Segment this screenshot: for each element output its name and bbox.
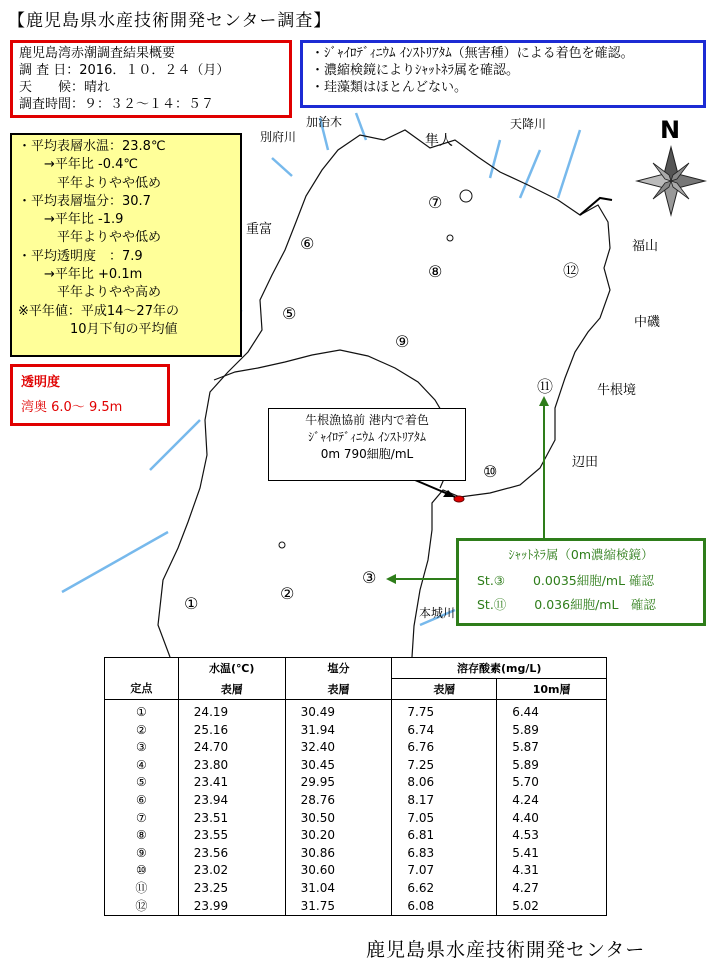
map-station-8: ⑧ [428, 262, 443, 281]
cell-value: 8.06 [392, 774, 497, 792]
table-row [105, 792, 607, 810]
table-row [105, 722, 607, 740]
cell-value: 30.20 [285, 827, 392, 845]
coloration-callout [268, 408, 466, 481]
table-row [105, 880, 607, 898]
cell-value: 25.16 [178, 722, 285, 740]
place-fukuyama: 福山 [632, 239, 659, 254]
place-betsufu: 別府川 [260, 130, 297, 144]
chattonella-value: 0.0035細胞/mL 確認 [532, 573, 655, 588]
finding-item: ・濃縮検鏡によりｼｬｯﾄﾈﾗ属を確認。 [311, 63, 520, 78]
map-station-1: ① [184, 594, 199, 613]
cell-value: 32.40 [285, 739, 392, 757]
map-station-5: ⑤ [282, 304, 297, 323]
header-temp-surface: 表層 [178, 679, 285, 700]
river-fukuyama [558, 130, 580, 198]
table-body [105, 700, 607, 916]
table-row [105, 845, 607, 863]
cell-value: 4.27 [497, 880, 607, 898]
coloration-marker [454, 496, 464, 502]
cell-value: 30.50 [285, 810, 392, 828]
cell-value: 23.25 [178, 880, 285, 898]
summary-box [10, 40, 292, 118]
river-tenkou [490, 140, 500, 178]
place-hayato: 隼人 [425, 133, 453, 149]
table-row [105, 862, 607, 880]
weather: 天 候：晴れ [19, 80, 111, 95]
place-naka: 中磯 [634, 315, 661, 330]
cell-value: 4.40 [497, 810, 607, 828]
compass-icon [637, 147, 705, 215]
cell-station: ⑨ [105, 845, 179, 863]
map-station-3: ③ [362, 568, 377, 587]
river-west-2 [62, 532, 168, 592]
stats-line: →平年比 -1.9 [18, 212, 124, 228]
table-row [105, 700, 607, 722]
callout-line: 0m 790細胞/mL [320, 447, 414, 461]
table-row [105, 757, 607, 775]
cell-station: ⑦ [105, 810, 179, 828]
stats-line: 平年よりやや低め [18, 175, 162, 191]
cell-value: 30.45 [285, 757, 392, 775]
header-do-surface: 表層 [392, 679, 497, 700]
cell-value: 6.83 [392, 845, 497, 863]
map-station-10: ⑩ [483, 462, 498, 481]
header-temp: 水温(℃) [178, 658, 285, 679]
cell-value: 6.08 [392, 898, 497, 916]
cell-value: 7.75 [392, 700, 497, 722]
river-betsufu [272, 158, 292, 176]
stats-line: ・平均透明度 ：7.9 [18, 248, 143, 264]
footer-org: 鹿児島県水産技術開発センター [366, 939, 646, 961]
map-station-2: ② [280, 584, 295, 603]
cell-value: 5.02 [497, 898, 607, 916]
page-title: 【鹿児島県水産技術開発センター調査】 [8, 11, 332, 31]
stats-box [10, 133, 242, 357]
cell-value: 5.87 [497, 739, 607, 757]
chattonella-heading: ｼｬｯﾄﾈﾗ属（0m濃縮検鏡） [508, 547, 654, 562]
stats-line: ・平均表層水温：23.8℃ [18, 139, 166, 154]
cell-value: 6.62 [392, 880, 497, 898]
finding-item: ・珪藻類はほとんどない。 [311, 80, 468, 95]
cell-value: 30.86 [285, 845, 392, 863]
header-salt-surface: 表層 [285, 679, 392, 700]
stats-line: ・平均表層塩分：30.7 [18, 193, 151, 209]
chattonella-station: St.③ [477, 573, 506, 588]
cell-station: ⑫ [105, 898, 179, 916]
place-hongou: 本城川 [419, 606, 456, 620]
header-do: 溶存酸素(mg/L) [392, 658, 607, 679]
cell-value: 7.25 [392, 757, 497, 775]
findings-box [300, 40, 706, 108]
cell-value: 23.51 [178, 810, 285, 828]
table-row [105, 774, 607, 792]
cell-value: 24.19 [178, 700, 285, 722]
cell-value: 6.81 [392, 827, 497, 845]
cell-station: ① [105, 700, 179, 722]
finding-item: ・ｼﾞｬｲﾛﾃﾞｨﾆｳﾑ ｲﾝｽﾄﾘｱﾀﾑ（無害種）による着色を確認。 [311, 46, 634, 61]
cell-station: ③ [105, 739, 179, 757]
chattonella-row [477, 595, 697, 613]
cell-value: 23.80 [178, 757, 285, 775]
table-row [105, 810, 607, 828]
cell-value: 23.02 [178, 862, 285, 880]
table-row [105, 739, 607, 757]
cell-value: 28.76 [285, 792, 392, 810]
summary-heading: 鹿児島湾赤潮調査結果概要 [19, 46, 176, 61]
arrow-st11-head [539, 396, 549, 406]
arrow-st3-head [386, 574, 396, 584]
stats-line: ※平年値：平成14〜27年の [18, 303, 179, 319]
cell-value: 4.31 [497, 862, 607, 880]
cell-station: ⑤ [105, 774, 179, 792]
island [460, 190, 472, 202]
cell-station: ⑥ [105, 792, 179, 810]
survey-time: 調査時間：９：３２〜１４：５７ [19, 97, 215, 112]
map-station-11: ⑪ [537, 377, 554, 396]
place-shigetomi: 重富 [246, 222, 273, 237]
stats-line: 平年よりやや高め [18, 285, 162, 301]
cell-value: 5.89 [497, 757, 607, 775]
island [279, 542, 285, 548]
cell-value: 5.89 [497, 722, 607, 740]
cell-value: 31.04 [285, 880, 392, 898]
data-table [104, 657, 607, 916]
cell-station: ⑧ [105, 827, 179, 845]
cell-value: 30.60 [285, 862, 392, 880]
cell-station: ④ [105, 757, 179, 775]
cell-value: 6.74 [392, 722, 497, 740]
header-salt: 塩分 [285, 658, 392, 679]
place-kajiki: 加治木 [306, 115, 343, 129]
cell-value: 23.94 [178, 792, 285, 810]
transparency-label: 透明度 [21, 375, 61, 390]
table-row [105, 898, 607, 916]
river-tenkou-2 [520, 150, 540, 198]
cell-value: 31.94 [285, 722, 392, 740]
callout-line: 牛根漁協前 港内で着色 [305, 413, 429, 427]
river-west-1 [150, 420, 200, 470]
chattonella-box [456, 538, 706, 626]
stats-line: 平年よりやや低め [18, 230, 162, 246]
map-station-9: ⑨ [395, 332, 410, 351]
map-station-12: ⑫ [563, 261, 580, 280]
callout-line: ｼﾞｬｲﾛﾃﾞｨﾆｳﾑ ｲﾝｽﾄﾘｱﾀﾑ [308, 430, 426, 444]
stats-line: →平年比 -0.4℃ [18, 157, 138, 173]
stats-line: 10月下旬の平均値 [18, 321, 178, 337]
cell-value: 24.70 [178, 739, 285, 757]
transparency-value: 湾奥 6.0〜 9.5m [21, 400, 123, 415]
cell-value: 29.95 [285, 774, 392, 792]
place-tenkou: 天降川 [510, 117, 547, 131]
header-do-10m: 10m層 [497, 679, 607, 700]
cell-value: 23.41 [178, 774, 285, 792]
place-ushinesakai: 牛根境 [597, 383, 637, 398]
cell-value: 5.41 [497, 845, 607, 863]
cell-station: ⑪ [105, 880, 179, 898]
table-row [105, 827, 607, 845]
cell-value: 5.70 [497, 774, 607, 792]
map-station-7: ⑦ [428, 193, 443, 212]
map-station-6: ⑥ [300, 234, 315, 253]
transparency-box [10, 364, 170, 426]
cell-value: 7.07 [392, 862, 497, 880]
cell-value: 23.99 [178, 898, 285, 916]
cell-value: 4.24 [497, 792, 607, 810]
survey-date: 調 査 日：2016．１０．２４（月） [19, 63, 230, 78]
chattonella-value: 0.036細胞/mL 確認 [534, 597, 656, 612]
cell-value: 6.44 [497, 700, 607, 722]
cell-value: 4.53 [497, 827, 607, 845]
chattonella-station: St.⑪ [477, 597, 507, 612]
cell-value: 30.49 [285, 700, 392, 722]
north-label: N [660, 116, 681, 144]
chattonella-row [477, 571, 697, 589]
place-hetta: 辺田 [572, 455, 599, 470]
header-station: 定点 [105, 658, 179, 700]
cell-value: 23.56 [178, 845, 285, 863]
cell-station: ② [105, 722, 179, 740]
cell-value: 7.05 [392, 810, 497, 828]
stats-line: →平年比 +0.1m [18, 267, 143, 283]
cell-value: 8.17 [392, 792, 497, 810]
island [447, 235, 453, 241]
cell-value: 23.55 [178, 827, 285, 845]
cell-value: 31.75 [285, 898, 392, 916]
cell-value: 6.76 [392, 739, 497, 757]
cell-station: ⑩ [105, 862, 179, 880]
